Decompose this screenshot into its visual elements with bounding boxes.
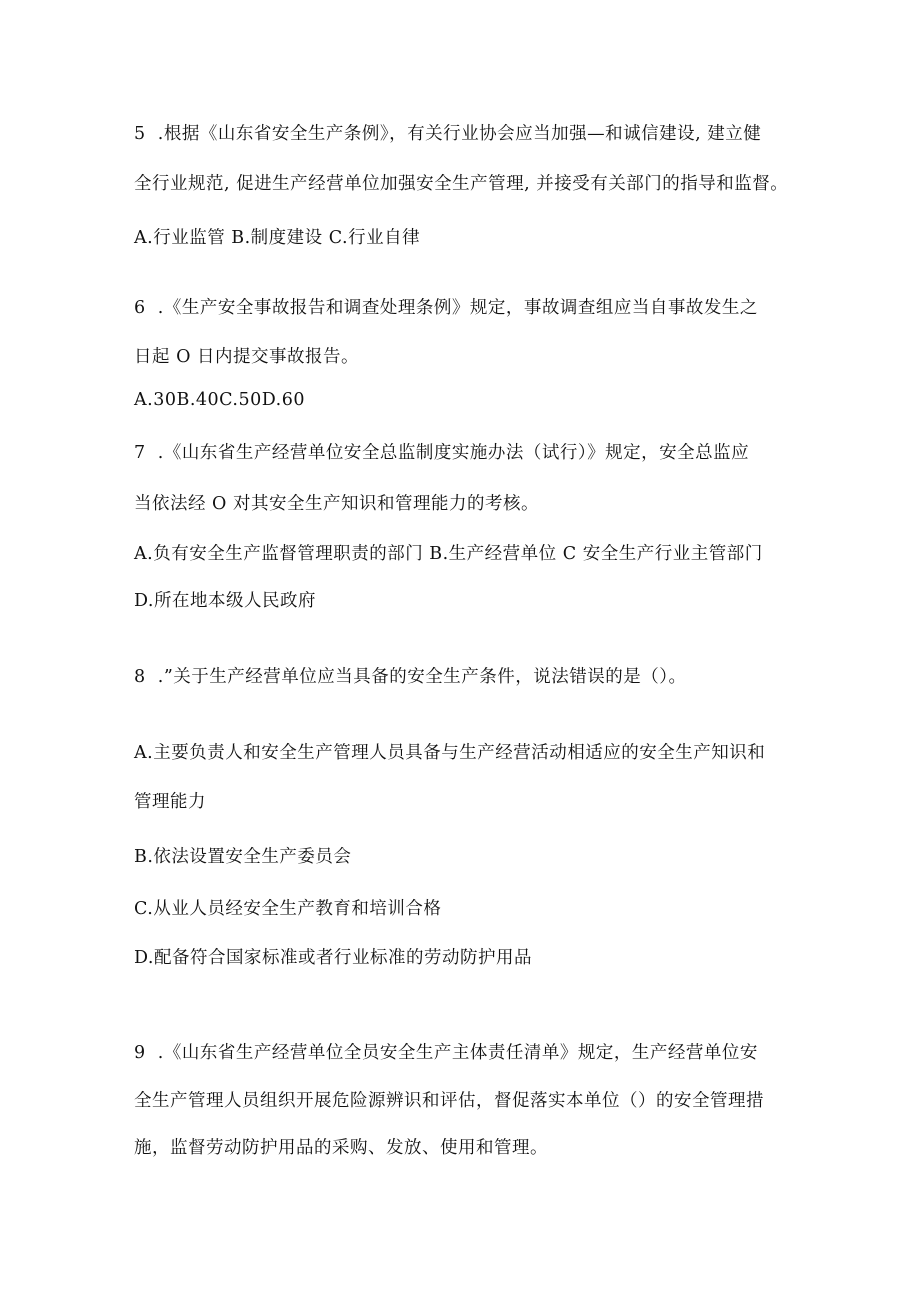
question-7-option-1: A.负有安全生产监督管理职责的部门 B.生产经营单位 C 安全生产行业主管部门 [134,544,763,564]
question-8-line-1: 8 .”关于生产经营单位应当具备的安全生产条件，说法错误的是（）。 [134,667,687,687]
question-7-line-1: 7 .《山东省生产经营单位安全总监制度实施办法（试行）》规定，安全总监应 [134,443,750,463]
question-7-option-2: D.所在地本级人民政府 [134,591,316,611]
question-5-options: A.行业监管 B.制度建设 C.行业自律 [134,228,421,248]
question-5-line-1: 5 .根据《山东省安全生产条例》，有关行业协会应当加强—和诚信建设, 建立健 [134,124,762,144]
question-5-line-2: 全行业规范, 促进生产经营单位加强安全生产管理, 并接受有关部门的指导和监督。 [134,174,789,194]
question-8-option-d: D.配备符合国家标准或者行业标准的劳动防护用品 [134,948,532,968]
question-9-line-3: 施，监督劳动防护用品的采购、发放、使用和管理。 [134,1138,548,1158]
question-6-options: A.30B.40C.50D.60 [134,390,305,410]
question-9-line-1: 9 .《山东省生产经营单位全员安全生产主体责任清单》规定，生产经营单位安 [134,1043,758,1063]
question-6-line-1: 6 .《生产安全事故报告和调查处理条例》规定，事故调查组应当自事故发生之 [134,298,758,318]
question-8-option-a-line-2: 管理能力 [134,792,206,812]
question-8-option-a-line-1: A.主要负责人和安全生产管理人员具备与生产经营活动相适应的安全生产知识和 [134,743,766,763]
question-9-line-2: 全生产管理人员组织开展危险源辨识和评估，督促落实本单位（）的安全管理措 [134,1091,764,1111]
question-7-line-2: 当依法经 O 对其安全生产知识和管理能力的考核。 [134,494,539,514]
question-6-line-2: 日起 O 日内提交事故报告。 [134,347,359,367]
question-8-option-c: C.从业人员经安全生产教育和培训合格 [134,899,442,919]
question-8-option-b: B.依法设置安全生产委员会 [134,847,352,867]
